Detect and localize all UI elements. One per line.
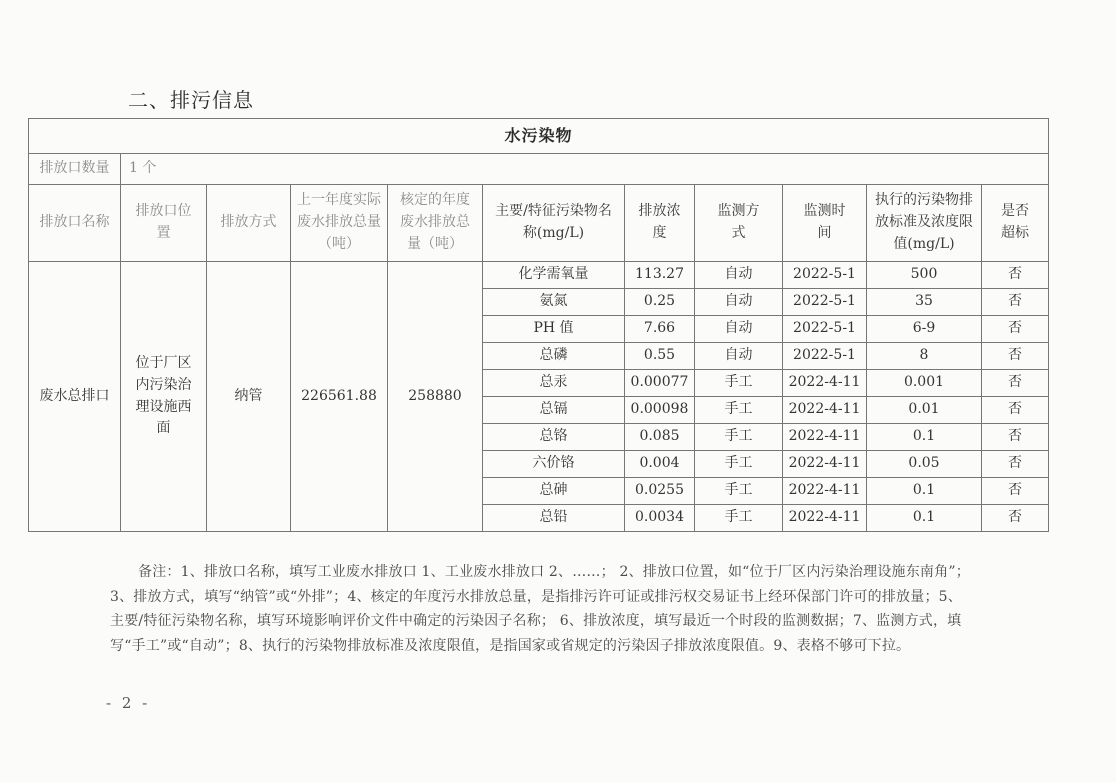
pollutant-name-cell: PH 值 — [483, 316, 625, 343]
header-last-year-total: 上一年度实际废水排放总量（吨） — [291, 185, 388, 262]
concentration-cell: 0.004 — [625, 451, 695, 478]
concentration-cell: 0.00098 — [625, 397, 695, 424]
pollutant-name-cell: 化学需氧量 — [483, 262, 625, 289]
approved-total: 258880 — [388, 262, 483, 532]
monitor-time-cell: 2022-4-11 — [783, 424, 867, 451]
monitor-time-cell: 2022-5-1 — [783, 289, 867, 316]
exceeded-cell: 否 — [982, 424, 1049, 451]
outlet-name: 废水总排口 — [29, 262, 121, 532]
header-concentration: 排放浓度 — [625, 185, 695, 262]
concentration-cell: 0.0255 — [625, 478, 695, 505]
header-pollutant-name: 主要/特征污染物名称(mg/L) — [483, 185, 625, 262]
exceeded-cell: 否 — [982, 343, 1049, 370]
concentration-cell: 0.0034 — [625, 505, 695, 532]
standard-limit-cell: 0.1 — [867, 505, 982, 532]
monitor-time-cell: 2022-4-11 — [783, 451, 867, 478]
monitor-method-cell: 手工 — [695, 505, 783, 532]
outlet-location: 位于厂区内污染治理设施西面 — [121, 262, 207, 532]
monitor-method-cell: 自动 — [695, 316, 783, 343]
outlet-count-value: 1 个 — [121, 154, 1049, 185]
exceeded-cell: 否 — [982, 478, 1049, 505]
monitor-time-cell: 2022-4-11 — [783, 478, 867, 505]
standard-limit-cell: 500 — [867, 262, 982, 289]
exceeded-cell: 否 — [982, 289, 1049, 316]
concentration-cell: 113.27 — [625, 262, 695, 289]
concentration-cell: 0.00077 — [625, 370, 695, 397]
monitor-time-cell: 2022-4-11 — [783, 505, 867, 532]
page-number: - 2 - — [106, 694, 151, 712]
pollutant-name-cell: 总铬 — [483, 424, 625, 451]
concentration-cell: 0.085 — [625, 424, 695, 451]
monitor-method-cell: 自动 — [695, 343, 783, 370]
header-approved-total: 核定的年度废水排放总量（吨） — [388, 185, 483, 262]
concentration-cell: 0.25 — [625, 289, 695, 316]
monitor-time-cell: 2022-4-11 — [783, 370, 867, 397]
exceeded-cell: 否 — [982, 262, 1049, 289]
header-monitor-time: 监测时间 — [783, 185, 867, 262]
exceeded-cell: 否 — [982, 505, 1049, 532]
notes: 备注：1、排放口名称，填写工业废水排放口 1、工业废水排放口 2、……； 2、排放口位置，如“位于厂区内污染治理设施东南角”；3、排放方式，填写“纳管”或“外排”；4、核定的年度污水排放总量，是指排污许可证或排污权交易证书上经环保部门许可的排放量；5、主要/特征污染物名称，填写环境影响评价文件中确定的污染因子名称； 6、排放浓度，填写最近一个时段的监测数据；7、监测方式，填写“手工”或“自动”；8、执行的污染物排放标准及浓度限值，是指国家或省规定的污染因子排放浓度限值。9、表格不够可下拉。 — [110, 564, 970, 654]
monitor-method-cell: 自动 — [695, 289, 783, 316]
header-outlet-name: 排放口名称 — [29, 185, 121, 262]
exceeded-cell: 否 — [982, 316, 1049, 343]
concentration-cell: 0.55 — [625, 343, 695, 370]
outlet-count-label: 排放口数量 — [29, 154, 121, 185]
pollutant-name-cell: 氨氮 — [483, 289, 625, 316]
pollutant-name-cell: 总磷 — [483, 343, 625, 370]
pollutant-name-cell: 总汞 — [483, 370, 625, 397]
header-outlet-location: 排放口位置 — [121, 185, 207, 262]
header-discharge-method: 排放方式 — [207, 185, 291, 262]
monitor-method-cell: 自动 — [695, 262, 783, 289]
exceeded-cell: 否 — [982, 397, 1049, 424]
standard-limit-cell: 0.05 — [867, 451, 982, 478]
monitor-method-cell: 手工 — [695, 397, 783, 424]
pollutant-name-cell: 总铅 — [483, 505, 625, 532]
standard-limit-cell: 0.1 — [867, 424, 982, 451]
standard-limit-cell: 35 — [867, 289, 982, 316]
table-title: 水污染物 — [29, 119, 1049, 154]
concentration-cell: 7.66 — [625, 316, 695, 343]
monitor-method-cell: 手工 — [695, 424, 783, 451]
last-year-total: 226561.88 — [291, 262, 388, 532]
exceeded-cell: 否 — [982, 451, 1049, 478]
standard-limit-cell: 0.1 — [867, 478, 982, 505]
monitor-time-cell: 2022-5-1 — [783, 262, 867, 289]
standard-limit-cell: 6-9 — [867, 316, 982, 343]
pollutant-name-cell: 总镉 — [483, 397, 625, 424]
discharge-method: 纳管 — [207, 262, 291, 532]
standard-limit-cell: 8 — [867, 343, 982, 370]
pollutant-name-cell: 六价铬 — [483, 451, 625, 478]
header-standard-limit: 执行的污染物排放标准及浓度限值(mg/L) — [867, 185, 982, 262]
section-title: 二、排污信息 — [128, 88, 254, 112]
standard-limit-cell: 0.01 — [867, 397, 982, 424]
monitor-time-cell: 2022-4-11 — [783, 397, 867, 424]
pollutant-table — [28, 118, 1049, 532]
header-exceeded: 是否超标 — [982, 185, 1049, 262]
standard-limit-cell: 0.001 — [867, 370, 982, 397]
monitor-method-cell: 手工 — [695, 451, 783, 478]
monitor-time-cell: 2022-5-1 — [783, 316, 867, 343]
exceeded-cell: 否 — [982, 370, 1049, 397]
monitor-method-cell: 手工 — [695, 370, 783, 397]
table-row — [29, 262, 1049, 289]
monitor-time-cell: 2022-5-1 — [783, 343, 867, 370]
header-monitor-method: 监测方式 — [695, 185, 783, 262]
pollutant-name-cell: 总砷 — [483, 478, 625, 505]
monitor-method-cell: 手工 — [695, 478, 783, 505]
